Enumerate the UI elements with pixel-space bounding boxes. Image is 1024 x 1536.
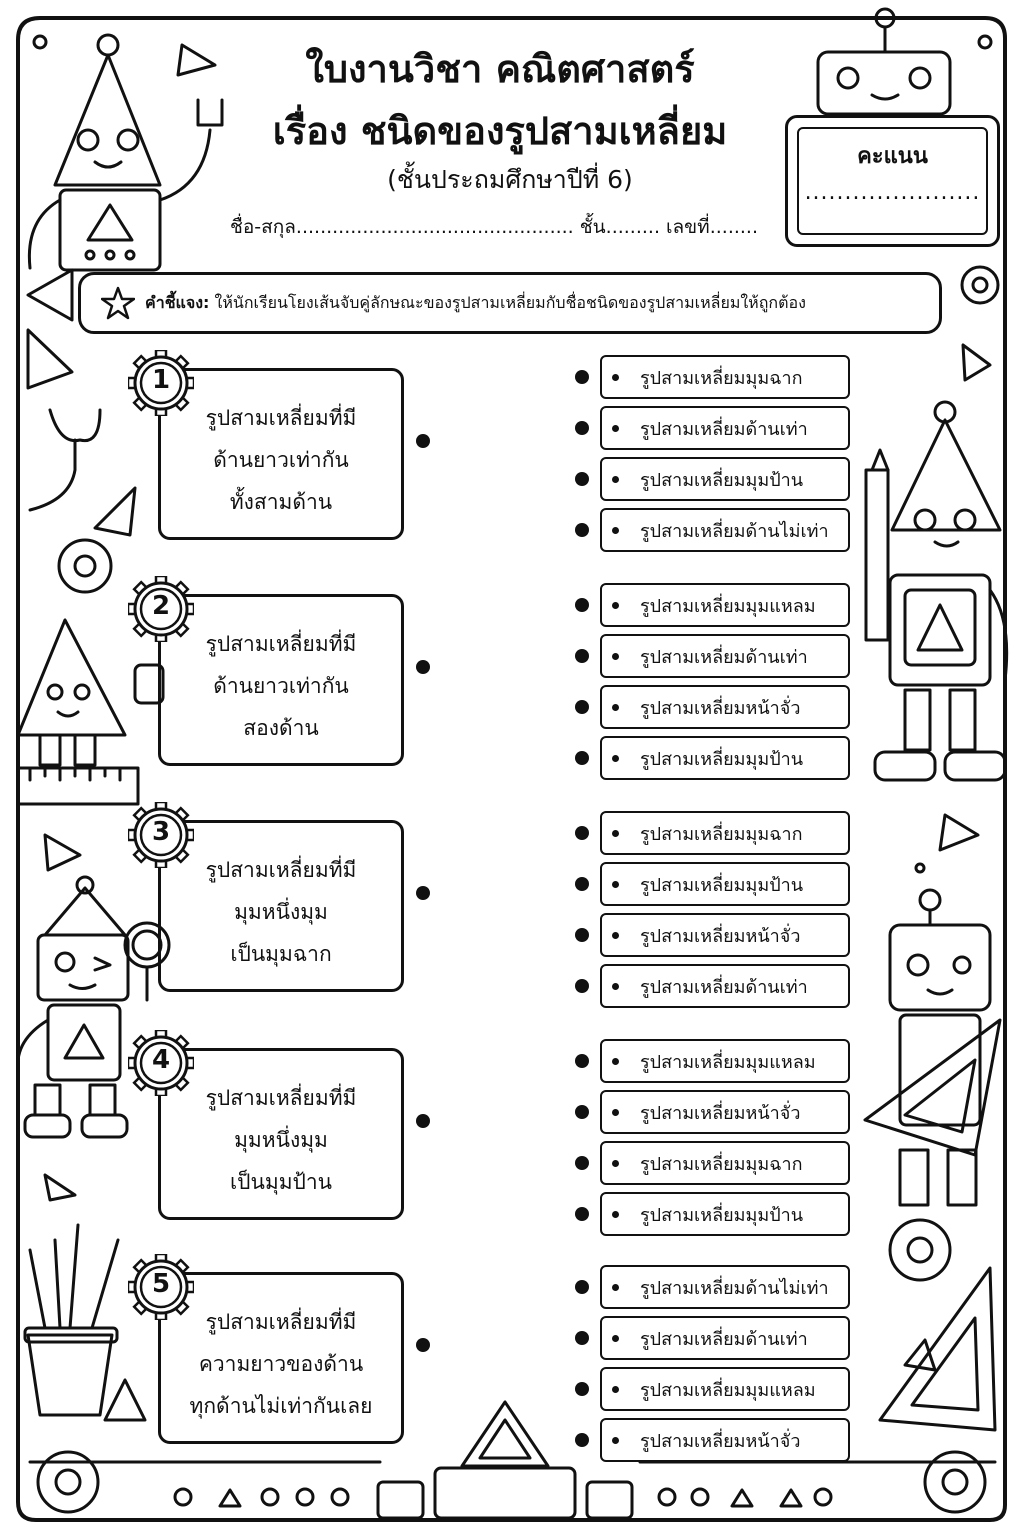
answer-option[interactable]: รูปสามเหลี่ยมหน้าจั่ว — [600, 685, 850, 729]
option-connector-dot[interactable] — [575, 1280, 589, 1294]
question-connector-dot[interactable] — [416, 886, 430, 900]
option-connector-dot[interactable] — [575, 1331, 589, 1345]
question-number: 5 — [151, 1269, 171, 1299]
option-connector-dot[interactable] — [575, 700, 589, 714]
question-connector-dot[interactable] — [416, 660, 430, 674]
question-text-line: เป็นมุมฉาก — [230, 942, 332, 966]
score-box — [785, 115, 1000, 247]
star-icon — [101, 286, 135, 320]
robot-icon — [18, 877, 128, 1137]
option-connector-dot[interactable] — [575, 1207, 589, 1221]
instruction-box — [78, 272, 942, 334]
instruction-text — [145, 291, 806, 316]
answer-option[interactable]: รูปสามเหลี่ยมมุมป้าน — [600, 1192, 850, 1236]
question-connector-dot[interactable] — [416, 1114, 430, 1128]
robot-icon — [875, 402, 1007, 780]
question-text-line: รูปสามเหลี่ยมที่มี — [205, 406, 357, 430]
question-text-line: ด้านยาวเท่ากัน — [213, 674, 349, 698]
question-text-line: เป็นมุมป้าน — [229, 1170, 333, 1194]
ruler-icon — [18, 768, 138, 804]
answer-option[interactable]: รูปสามเหลี่ยมมุมป้าน — [600, 736, 850, 780]
instruction-body: ให้นักเรียนโยงเส้นจับคู่ลักษณะของรูปสามเหลี่ยมกับชื่อชนิดของรูปสามเหลี่ยมให้ถูกต้อง — [214, 292, 806, 312]
question-box-4 — [158, 1048, 404, 1220]
option-connector-dot[interactable] — [575, 1105, 589, 1119]
option-connector-dot[interactable] — [575, 598, 589, 612]
set-square-icon — [880, 1268, 995, 1430]
question-number: 3 — [151, 817, 171, 847]
question-text-line: มุมหนึ่งมุม — [234, 900, 328, 924]
question-box-2 — [158, 594, 404, 766]
question-text-line: สองด้าน — [243, 716, 319, 740]
answer-option[interactable]: รูปสามเหลี่ยมด้านเท่า — [600, 964, 850, 1008]
option-connector-dot[interactable] — [575, 1054, 589, 1068]
answer-option[interactable]: รูปสามเหลี่ยมมุมฉาก — [600, 1141, 850, 1185]
answer-option[interactable]: รูปสามเหลี่ยมมุมแหลม — [600, 583, 850, 627]
option-connector-dot[interactable] — [575, 877, 589, 891]
answer-option[interactable]: รูปสามเหลี่ยมมุมฉาก — [600, 355, 850, 399]
question-connector-dot[interactable] — [416, 434, 430, 448]
worksheet-topic: เรื่อง ชนิดของรูปสามเหลี่ยม — [272, 109, 728, 153]
question-text-line: รูปสามเหลี่ยมที่มี — [205, 632, 357, 656]
question-box-1 — [158, 368, 404, 540]
question-text-line: ความยาวของด้าน — [198, 1352, 364, 1376]
question-box-3 — [158, 820, 404, 992]
score-label: คะแนน — [857, 144, 928, 169]
wrench-icon — [30, 410, 100, 510]
answer-option[interactable]: รูปสามเหลี่ยมด้านเท่า — [600, 634, 850, 678]
answer-option[interactable]: รูปสามเหลี่ยมมุมป้าน — [600, 457, 850, 501]
instruction-label: คำชี้แจง: — [145, 292, 210, 312]
answer-option[interactable]: รูปสามเหลี่ยมมุมแหลม — [600, 1367, 850, 1411]
answer-option[interactable]: รูปสามเหลี่ยมด้านไม่เท่า — [600, 508, 850, 552]
grade-level: (ชั้นประถมศึกษาปีที่ 6) — [387, 165, 633, 194]
answer-option[interactable]: รูปสามเหลี่ยมมุมป้าน — [600, 862, 850, 906]
answer-option[interactable]: รูปสามเหลี่ยมหน้าจั่ว — [600, 913, 850, 957]
score-blank[interactable]: ...................... — [804, 180, 981, 205]
option-connector-dot[interactable] — [575, 979, 589, 993]
answer-option[interactable]: รูปสามเหลี่ยมด้านเท่า — [600, 1316, 850, 1360]
question-text-line: มุมหนึ่งมุม — [234, 1128, 328, 1152]
student-info-line[interactable]: ชื่อ-สกุล.............................................. ชั้น......... เลขที่........ — [230, 216, 759, 238]
pencil-icon — [866, 450, 888, 640]
question-text-line: ทุกด้านไม่เท่ากันเลย — [189, 1394, 373, 1418]
answer-option[interactable]: รูปสามเหลี่ยมหน้าจั่ว — [600, 1418, 850, 1462]
option-connector-dot[interactable] — [575, 421, 589, 435]
question-number: 4 — [151, 1045, 171, 1075]
question-connector-dot[interactable] — [416, 1338, 430, 1352]
option-connector-dot[interactable] — [575, 928, 589, 942]
option-connector-dot[interactable] — [575, 649, 589, 663]
option-connector-dot[interactable] — [575, 1156, 589, 1170]
pencil-cup-icon — [25, 1225, 118, 1415]
worksheet-title: ใบงานวิชา คณิตศาสตร์ — [305, 47, 695, 91]
question-text-line: รูปสามเหลี่ยมที่มี — [205, 1310, 357, 1334]
option-connector-dot[interactable] — [575, 1433, 589, 1447]
answer-option[interactable]: รูปสามเหลี่ยมมุมฉาก — [600, 811, 850, 855]
option-connector-dot[interactable] — [575, 370, 589, 384]
option-connector-dot[interactable] — [575, 751, 589, 765]
question-text-line: รูปสามเหลี่ยมที่มี — [205, 1086, 357, 1110]
answer-option[interactable]: รูปสามเหลี่ยมด้านเท่า — [600, 406, 850, 450]
question-text-line: ทั้งสามด้าน — [229, 490, 333, 514]
answer-option[interactable]: รูปสามเหลี่ยมมุมแหลม — [600, 1039, 850, 1083]
question-box-5 — [158, 1272, 404, 1444]
option-connector-dot[interactable] — [575, 523, 589, 537]
question-number: 2 — [151, 591, 171, 621]
question-text-line: ด้านยาวเท่ากัน — [213, 448, 349, 472]
answer-option[interactable]: รูปสามเหลี่ยมด้านไม่เท่า — [600, 1265, 850, 1309]
question-text-line: รูปสามเหลี่ยมที่มี — [205, 858, 357, 882]
question-number: 1 — [151, 365, 171, 395]
option-connector-dot[interactable] — [575, 1382, 589, 1396]
robot-icon — [818, 9, 950, 114]
option-connector-dot[interactable] — [575, 472, 589, 486]
option-connector-dot[interactable] — [575, 826, 589, 840]
answer-option[interactable]: รูปสามเหลี่ยมหน้าจั่ว — [600, 1090, 850, 1134]
